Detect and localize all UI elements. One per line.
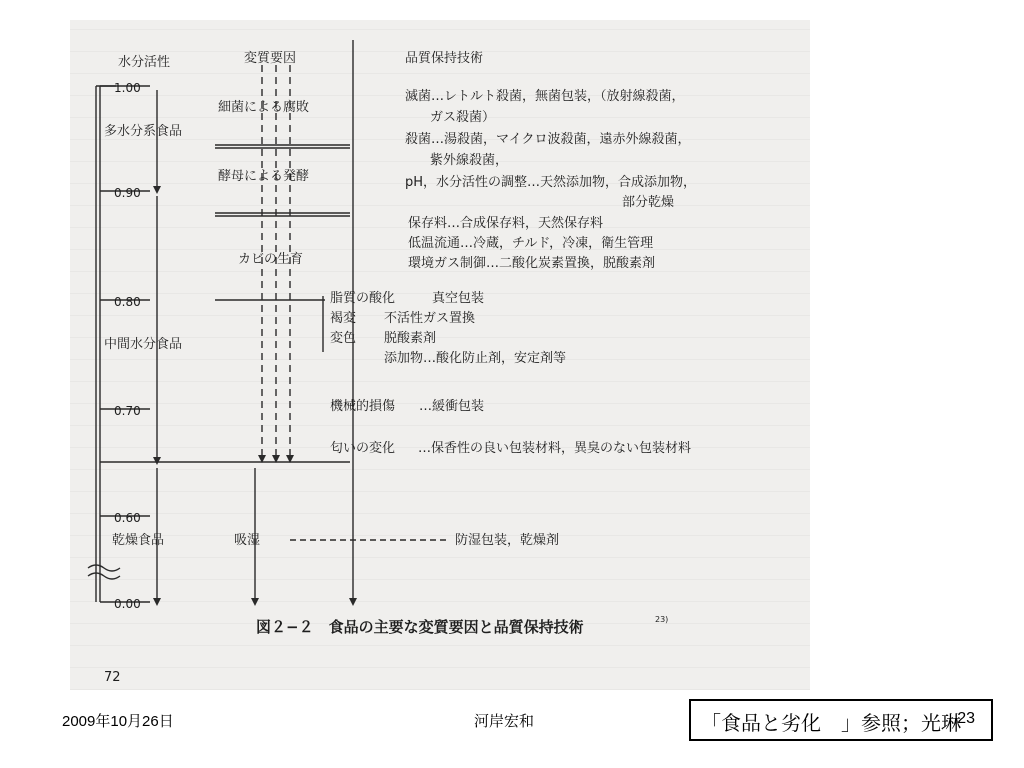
technique-line: 脱酸素剤 [384,331,437,346]
deterioration-discolor: 変色 [330,331,357,346]
technique-line: …保香性の良い包装材料，異臭のない包装材料 [418,441,692,456]
footer-author: 河岸宏和 [474,713,535,730]
deterioration-browning: 褐変 [330,311,357,326]
tick-label: 0.90 [114,186,141,200]
tick-label: 1.00 [114,81,141,95]
technique-line: 保存料…合成保存料，天然保存料 [408,216,604,231]
food-class-high: 多水分系食品 [104,124,183,139]
header-technique: 品質保持技術 [405,51,484,66]
header-factor: 変質要因 [244,51,297,66]
deterioration-lipid: 脂質の酸化 [330,291,396,306]
technique-line: 部分乾燥 [622,195,675,210]
tick-label: 0.00 [114,597,141,611]
technique-line: 不活性ガス置換 [384,311,476,326]
deterioration-odor: 匂いの変化 [330,441,396,456]
axis-break [88,565,120,571]
technique-line: …緩衝包装 [419,399,485,414]
tick-label: 0.60 [114,511,141,525]
technique-line: 真空包装 [432,291,485,306]
tick-label: 0.70 [114,404,141,418]
caption-reference: 23) [655,615,669,624]
technique-line: 紫外線殺菌， [430,153,509,168]
book-page-number: 72 [104,670,121,685]
slide-page-number: 23 [957,710,975,727]
technique-line: 低温流通…冷蔵，チルド，冷凍，衛生管理 [408,236,654,251]
technique-line: 環境ガス制御…二酸化炭素置換，脱酸素剤 [408,256,656,271]
technique-line: 防湿包装，乾燥剤 [455,533,560,548]
technique-line: 添加物…酸化防止剤，安定剤等 [384,351,567,366]
header-water-activity: 水分活性 [118,55,171,70]
source-box [689,699,993,741]
tick-label: 0.80 [114,295,141,309]
figure-caption: 図２−２ 食品の主要な変質要因と品質保持技術 [256,618,584,636]
deterioration-absorption: 吸湿 [234,533,261,548]
factor-yeast: 酵母による発酵 [218,169,310,184]
factor-bacteria: 細菌による腐敗 [218,100,310,115]
factor-mold: カビの生育 [238,252,304,267]
technique-line: 滅菌…レトルト殺菌，無菌包装，（放射線殺菌， [405,89,685,104]
food-class-dry: 乾燥食品 [112,533,165,548]
deterioration-mechanical: 機械的損傷 [330,399,396,414]
technique-line: ガス殺菌） [430,110,496,125]
technique-line: pH，水分活性の調整…天然添加物，合成添加物， [405,175,697,190]
source-reference: 「食品と劣化 」参照；光琳 [701,711,961,735]
technique-line: 殺菌…湯殺菌，マイクロ波殺菌，遠赤外線殺菌， [405,132,691,147]
footer-date: 2009年10月26日 [62,713,174,730]
food-class-mid: 中間水分食品 [104,337,183,352]
